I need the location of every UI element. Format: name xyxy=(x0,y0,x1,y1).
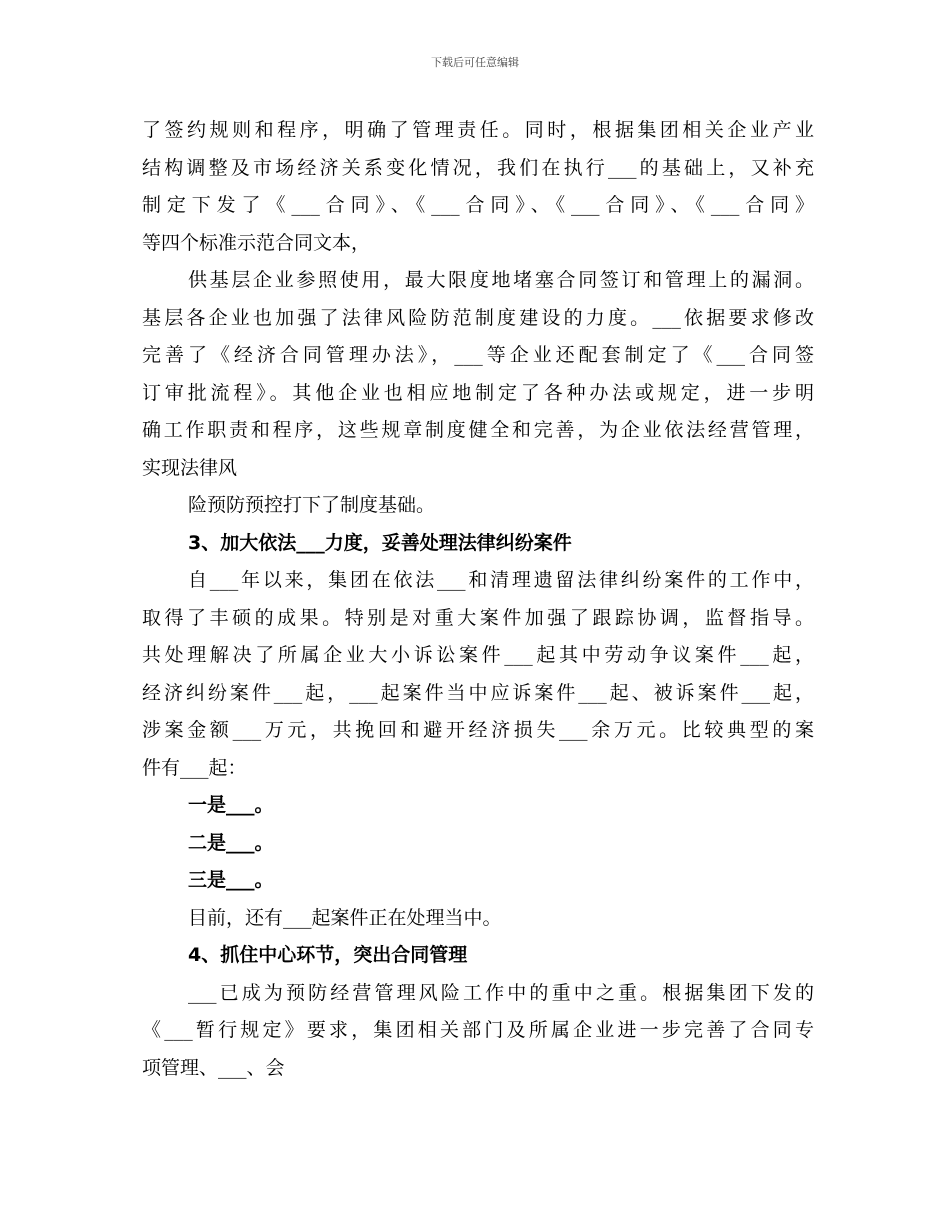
paragraph-line: 险预防预控打下了制度基础。 xyxy=(188,494,436,516)
paragraph-line: 目前，还有___起案件正在处理当中。 xyxy=(188,906,502,929)
section-heading-line: 三是___。 xyxy=(188,869,274,891)
paragraph-line: 完善了《经济合同管理办法》，___等企业还配套制定了《___合同签 xyxy=(142,344,814,366)
paragraph-line: 《___暂行规定》要求，集团相关部门及所属企业进一步完善了合同专 xyxy=(142,1019,814,1041)
paragraph-line: 基层各企业也加强了法律风险防范制度建设的力度。___依据要求修改 xyxy=(142,306,814,329)
paragraph-line: 实现法律风 xyxy=(142,456,238,479)
paragraph-line: ___已成为预防经营管理风险工作中的重中之重。根据集团下发的 xyxy=(188,981,814,1004)
paragraph-line: 了签约规则和程序，明确了管理责任。同时，根据集团相关企业产业 xyxy=(142,119,814,141)
section-heading-line: 4、抓住中心环节，突出合同管理 xyxy=(188,944,468,966)
paragraph-line: 确工作职责和程序，这些规章制度健全和完善，为企业依法经营管理， xyxy=(142,419,814,441)
paragraph-line: 结构调整及市场经济关系变化情况，我们在执行___的基础上，又补充 xyxy=(142,156,814,179)
paragraph-line: 供基层企业参照使用，最大限度地堵塞合同签订和管理上的漏洞。 xyxy=(188,269,814,291)
page-header: 下载后可任意编辑 xyxy=(431,56,519,69)
paragraph-line: 共处理解决了所属企业大小诉讼案件___起其中劳动争议案件___起， xyxy=(142,644,814,666)
paragraph-line: 订审批流程》。其他企业也相应地制定了各种办法或规定，进一步明 xyxy=(142,381,814,404)
document-body xyxy=(142,112,814,1087)
paragraph-line: 取得了丰硕的成果。特别是对重大案件加强了跟踪协调，监督指导。 xyxy=(142,606,814,629)
paragraph-line: 件有___起： xyxy=(142,756,247,779)
paragraph-line: 涉案金额___万元，共挽回和避开经济损失___余万元。比较典型的案 xyxy=(142,719,814,741)
paragraph-line: 经济纠纷案件___起，___起案件当中应诉案件___起、被诉案件___起， xyxy=(142,681,814,704)
paragraph-line: 制定下发了《___合同》、《___合同》、《___合同》、《___合同》 xyxy=(142,194,814,216)
section-heading-line: 3、加大依法___力度，妥善处理法律纠纷案件 xyxy=(188,531,572,554)
paragraph-line: 项管理、___、会 xyxy=(142,1056,285,1079)
paragraph-line: 等四个标准示范合同文本， xyxy=(142,231,371,254)
section-heading-line: 一是___。 xyxy=(188,794,274,816)
section-heading-line: 二是___。 xyxy=(188,831,274,854)
paragraph-line: 自___年以来，集团在依法___和清理遗留法律纠纷案件的工作中， xyxy=(188,569,814,591)
